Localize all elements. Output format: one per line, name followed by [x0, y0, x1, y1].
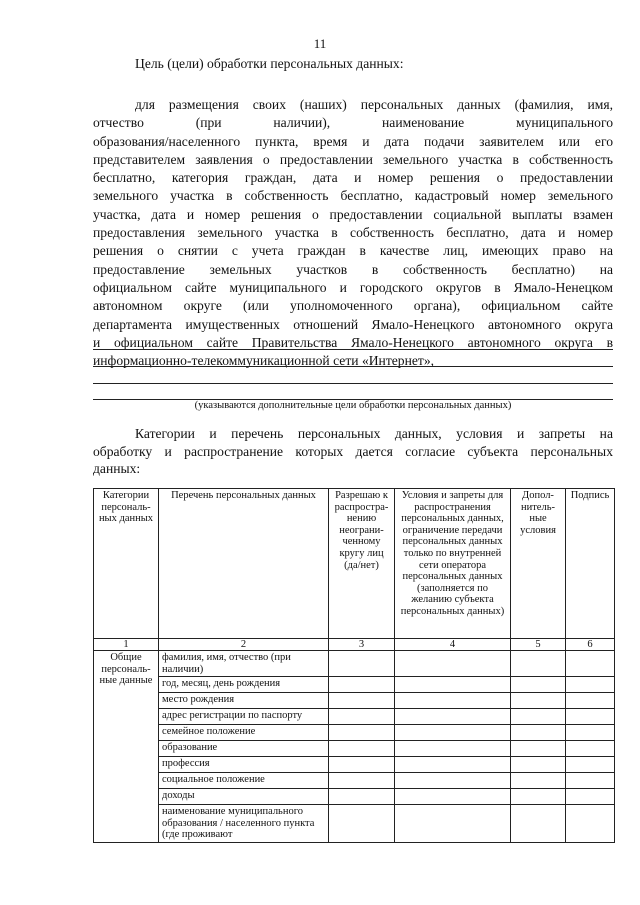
fill-in-caption: (указываются дополнительные цели обработки персональных данных) [194, 400, 512, 411]
conditions-cell[interactable] [395, 741, 511, 757]
column-number-row [94, 639, 615, 651]
signature-cell[interactable] [566, 789, 615, 805]
signature-cell[interactable] [566, 725, 615, 741]
allow-cell[interactable] [329, 741, 395, 757]
purpose-line: официальном сайте муниципального и городского округов в Ямало-Ненецком [93, 279, 613, 295]
data-item-cell: образование [159, 741, 329, 757]
page-number: 11 [313, 36, 327, 51]
conditions-cell[interactable] [395, 757, 511, 773]
extra-cell[interactable] [511, 741, 566, 757]
conditions-cell[interactable] [395, 725, 511, 741]
extra-cell[interactable] [511, 805, 566, 843]
extra-cell[interactable] [511, 789, 566, 805]
table-row [94, 725, 615, 741]
allow-cell[interactable] [329, 789, 395, 805]
extra-cell[interactable] [511, 709, 566, 725]
signature-cell[interactable] [566, 693, 615, 709]
purpose-line: предоставление земельных участков в собственность бесплатно) на [93, 261, 613, 277]
data-item-cell: фамилия, имя, отчество (при наличии) [159, 651, 329, 677]
purpose-line: образования/населенного пункта, время и дата подачи заявителем или его [93, 133, 613, 149]
purpose-line: департамента имущественных отношений Ямало-Ненецкого автономного округа [93, 316, 613, 332]
signature-cell[interactable] [566, 757, 615, 773]
signature-cell[interactable] [566, 709, 615, 725]
consent-line: обработку и распространение которых дается согласие субъекта персональных [93, 443, 613, 459]
column-header: Подпись [566, 489, 615, 639]
column-number: 2 [159, 639, 329, 651]
extra-cell[interactable] [511, 757, 566, 773]
extra-cell[interactable] [511, 693, 566, 709]
purpose-line: и официальном сайте Правительства Ямало-Ненецкого автономного округа в [93, 334, 613, 350]
column-header: Разрешаю к распростра-нению неограни-ченному кругу лиц (да/нет) [329, 489, 395, 639]
table-row [94, 693, 615, 709]
column-number: 6 [566, 639, 615, 651]
extra-cell[interactable] [511, 651, 566, 677]
purpose-text [93, 96, 613, 370]
purpose-line: отчество (при наличии), наименование муниципального [93, 115, 613, 131]
data-item-cell: социальное положение [159, 773, 329, 789]
extra-cell[interactable] [511, 773, 566, 789]
data-item-cell: место рождения [159, 693, 329, 709]
data-item-cell: профессия [159, 757, 329, 773]
allow-cell[interactable] [329, 725, 395, 741]
personal-data-table [93, 488, 615, 843]
conditions-cell[interactable] [395, 709, 511, 725]
conditions-cell[interactable] [395, 805, 511, 843]
table-row [94, 805, 615, 843]
column-header: Категории персональ-ных данных [94, 489, 159, 639]
purpose-line: информационно-телекоммуникационной сети «Интернет», [93, 353, 435, 369]
column-number: 3 [329, 639, 395, 651]
allow-cell[interactable] [329, 757, 395, 773]
table-row [94, 789, 615, 805]
purpose-line: земельного участка в собственность бесплатно, кадастровый номер земельного [93, 188, 613, 204]
purpose-line: для размещения своих (наших) персональных данных (фамилия, имя, [135, 97, 613, 112]
table-row [94, 677, 615, 693]
allow-cell[interactable] [329, 651, 395, 677]
fill-in-line[interactable] [93, 366, 613, 367]
column-number: 5 [511, 639, 566, 651]
table-row [94, 757, 615, 773]
table-row [94, 741, 615, 757]
conditions-cell[interactable] [395, 693, 511, 709]
extra-cell[interactable] [511, 725, 566, 741]
conditions-cell[interactable] [395, 677, 511, 693]
purpose-line: участка, дата и номер решения о предоставлении социальной выплаты взамен [93, 206, 613, 222]
signature-cell[interactable] [566, 651, 615, 677]
signature-cell[interactable] [566, 805, 615, 843]
extra-cell[interactable] [511, 677, 566, 693]
allow-cell[interactable] [329, 773, 395, 789]
allow-cell[interactable] [329, 677, 395, 693]
data-item-cell: наименование муниципального образования / населенного пункта (где проживают [159, 805, 329, 843]
allow-cell[interactable] [329, 693, 395, 709]
signature-cell[interactable] [566, 741, 615, 757]
table-row [94, 651, 615, 677]
purpose-line: автономном округе (или уполномоченного органа), официальном сайте [93, 298, 613, 314]
table-row [94, 709, 615, 725]
purpose-line: бесплатно, категория граждан, дата и номер решения о предоставлении [93, 170, 613, 186]
fill-in-line[interactable] [93, 383, 613, 384]
consent-line: Категории и перечень персональных данных, условия и запреты на [135, 426, 613, 441]
column-header: Условия и запреты для распространения персональных данных, ограничение передачи персональных данных только по внутренней сети оператора персональных данных (заполняется по желанию субъекта персональных данных) [395, 489, 511, 639]
allow-cell[interactable] [329, 709, 395, 725]
purpose-line: решения о снятии с учета граждан в качестве лиц, имеющих право на [93, 243, 613, 259]
conditions-cell[interactable] [395, 789, 511, 805]
purpose-heading: Цель (цели) обработки персональных данных: [135, 56, 404, 71]
column-number: 4 [395, 639, 511, 651]
conditions-cell[interactable] [395, 773, 511, 789]
data-item-cell: семейное положение [159, 725, 329, 741]
signature-cell[interactable] [566, 677, 615, 693]
purpose-line: предоставления земельного участка в собственность бесплатно, дата и номер [93, 225, 613, 241]
consent-text [93, 425, 613, 478]
data-item-cell: доходы [159, 789, 329, 805]
column-number: 1 [94, 639, 159, 651]
data-item-cell: год, месяц, день рождения [159, 677, 329, 693]
column-header: Перечень персональных данных [159, 489, 329, 639]
column-header: Допол-нитель-ные условия [511, 489, 566, 639]
allow-cell[interactable] [329, 805, 395, 843]
fill-in-line[interactable] [93, 349, 613, 350]
signature-cell[interactable] [566, 773, 615, 789]
category-general-cell: Общие персональ-ные данные [94, 651, 159, 843]
conditions-cell[interactable] [395, 651, 511, 677]
table-header-row [94, 489, 615, 639]
purpose-line: представителем заявления о предоставлении земельного участка в собственность [93, 151, 613, 167]
table-row [94, 773, 615, 789]
consent-line: данных: [93, 461, 141, 476]
data-item-cell: адрес регистрации по паспорту [159, 709, 329, 725]
